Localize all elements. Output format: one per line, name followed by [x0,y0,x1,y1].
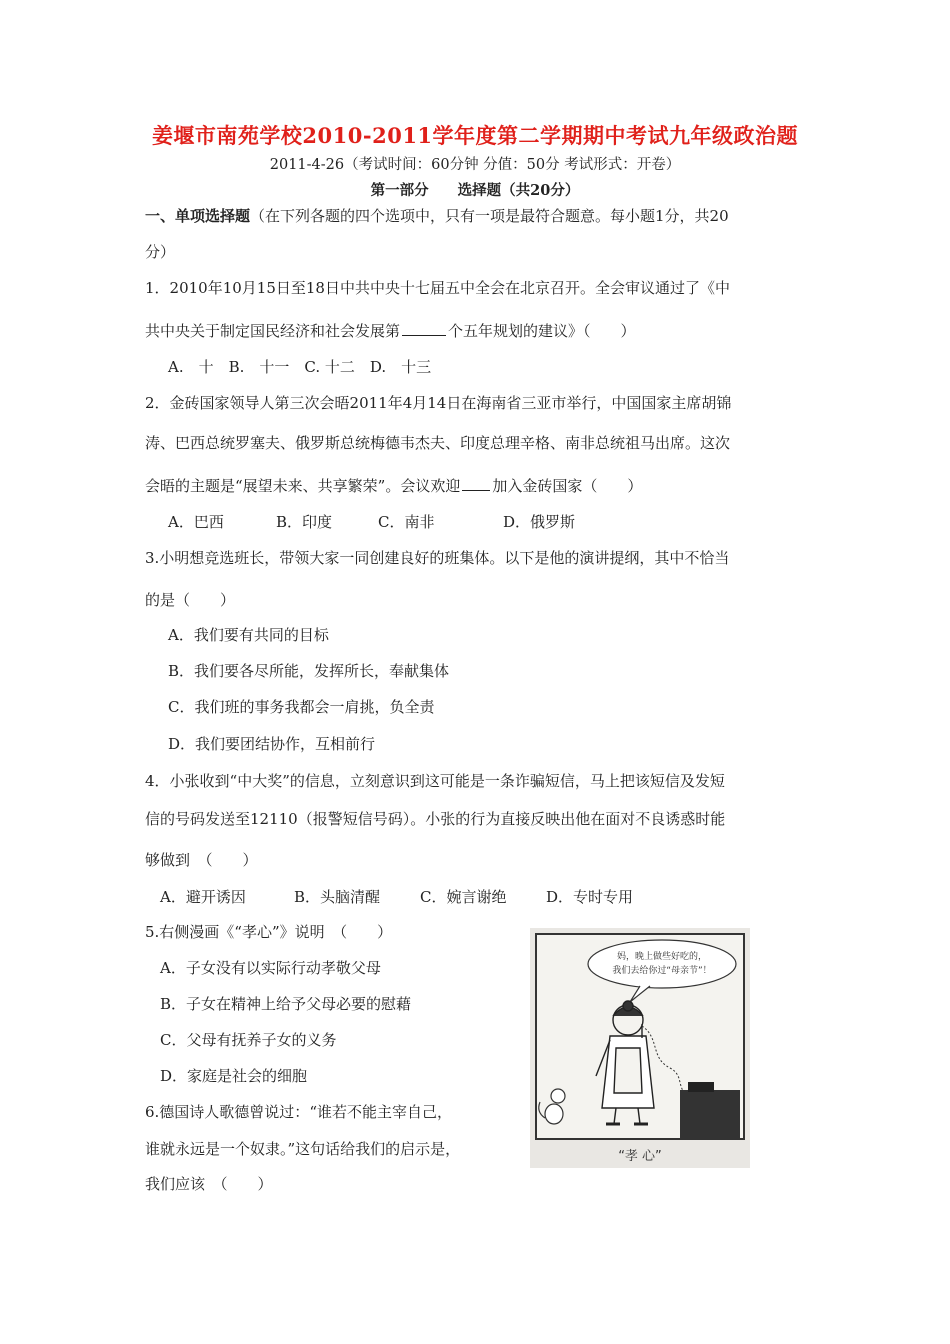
telephone [688,1082,714,1092]
part-heading: 第一部分 选择题（共20分） [370,182,580,199]
q4-option-b: B．头脑清醒 [294,888,381,906]
cartoon-xiaoxin [530,928,750,1168]
q5-option-d: D．家庭是社会的细胞 [160,1067,308,1085]
instructions-text: （在下列各题的四个选项中，只有一项是最符合题意。每小题1分，共20 [250,207,729,225]
q2-option-c: C．南非 [378,513,435,531]
q3-option-b: B．我们要各尽所能，发挥所长，奉献集体 [168,662,450,680]
q5-option-a: A．子女没有以实际行动孝敬父母 [160,959,381,977]
q1-line2-start: 共中央关于制定国民经济和社会发展第 [145,322,401,340]
cartoon-caption: “孝 心” [618,1149,662,1164]
q5-option-b: B．子女在精神上给予父母必要的慰藉 [160,995,412,1013]
q2-line3 [145,475,642,496]
q4-line1: 4．小张收到“中大奖”的信息，立刻意识到这可能是一条诈骗短信，马上把该短信及发短 [145,772,725,790]
cartoon-illustration [530,928,750,1168]
q2-option-b: B．印度 [276,513,333,531]
q4-line3: 够做到 （ ） [145,851,258,869]
q4-line2: 信的号码发送至12110（报警短信号码）。小张的行为直接反映出他在面对不良诱惑时能 [145,810,726,828]
q6-line1: 6.德国诗人歌德曾说过：“谁若不能主宰自己， [145,1103,452,1121]
q2-line3-start: 会晤的主题是“展望未来、共享繁荣”。会议欢迎 [145,477,461,495]
q1-blank [402,321,446,336]
q6-line2: 谁就永远是一个奴隶。”这句话给我们的启示是， [145,1140,461,1158]
q5-option-c: C．父母有抚养子女的义务 [160,1031,337,1049]
table [680,1090,740,1140]
q3-option-a: A．我们要有共同的目标 [168,626,329,644]
section-instructions [145,205,729,226]
q1-line2-end: 个五年规划的建议》（ ） [448,322,636,340]
q2-line3-end: 加入金砖国家（ ） [492,477,643,495]
bubble-text-2: 我们去给你过“母亲节”！ [612,966,712,976]
section-heading: 一、单项选择题 [145,207,251,225]
q4-option-c: C．婉言谢绝 [420,888,507,906]
q5-line1: 5.右侧漫画《“孝心”》说明 （ ） [145,923,393,941]
speech-bubble [588,940,736,988]
q2-option-a: A．巴西 [168,513,224,531]
exam-subtitle: 2011-4-26（考试时间：60分钟 分值：50分 考试形式：开卷） [269,157,681,173]
q1-options: A. 十 B. 十一 C. 十二 D. 十三 [168,358,432,376]
q3-option-d: D．我们要团结协作，互相前行 [168,735,376,753]
q1-line1: 1．2010年10月15日至18日中共中央十七届五中全会在北京召开。全会审议通过了《中 [145,279,730,297]
q6-line3: 我们应该 （ ） [145,1175,273,1193]
exam-title: 姜堰市南苑学校2010-2011学年度第二学期期中考试九年级政治题 [151,123,799,148]
q2-blank [462,476,490,491]
q1-line2 [145,320,636,341]
q2-line2: 涛、巴西总统罗塞夫、俄罗斯总统梅德韦杰夫、印度总理辛格、南非总统祖马出席。这次 [145,434,731,452]
q4-option-d: D．专时专用 [546,888,634,906]
q3-line1: 3.小明想竞选班长，带领大家一同创建良好的班集体。以下是他的演讲提纲，其中不恰当 [145,549,730,567]
q3-option-c: C．我们班的事务我都会一肩挑，负全责 [168,698,435,716]
q3-line2: 的是（ ） [145,591,236,609]
q4-option-a: A．避开诱因 [160,888,246,906]
q2-option-d: D．俄罗斯 [503,513,576,531]
q2-line1: 2．金砖国家领导人第三次会晤2011年4月14日在海南省三亚市举行，中国国家主席胡锦 [145,394,732,412]
bubble-text-1: 妈，晚上做些好吃的， [616,952,708,962]
instructions-line2: 分） [145,243,176,261]
